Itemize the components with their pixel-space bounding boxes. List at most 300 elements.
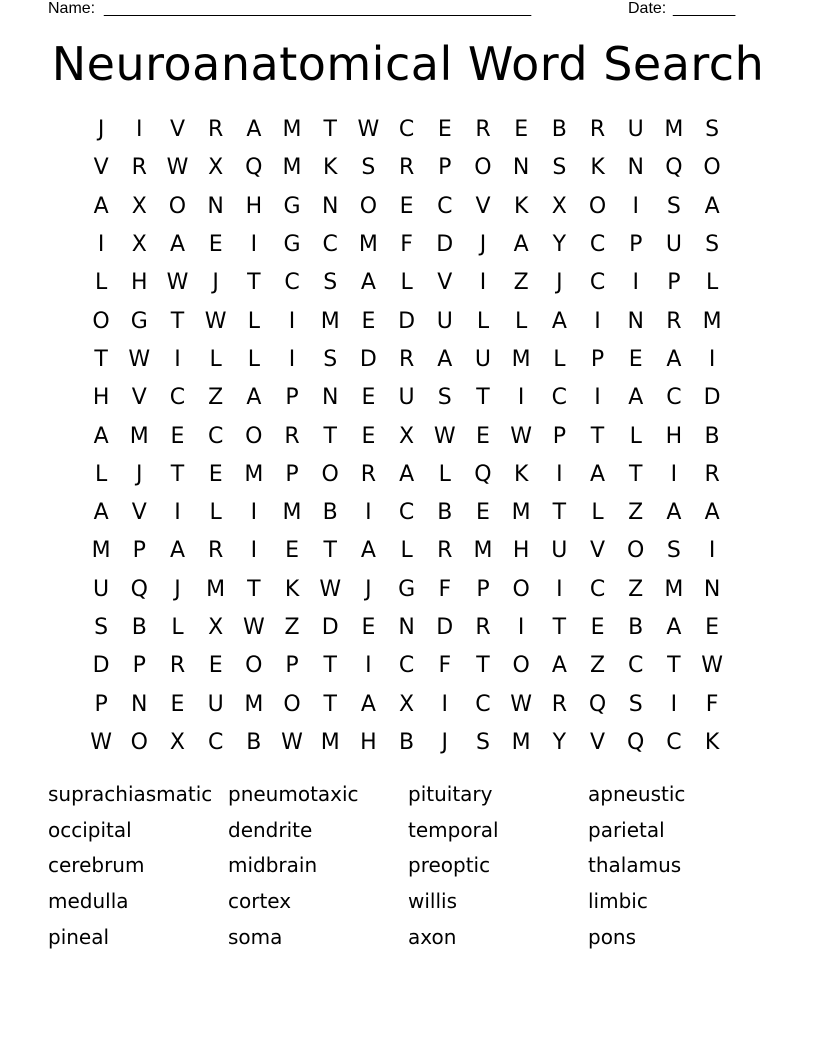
- grid-letter: T: [552, 500, 567, 526]
- grid-letter: V: [93, 155, 109, 181]
- grid-letter: S: [323, 346, 338, 372]
- grid-letter: Z: [628, 576, 644, 602]
- grid-letter: I: [365, 500, 372, 526]
- word-list-item: midbrain: [228, 853, 318, 878]
- grid-letter: I: [708, 538, 716, 564]
- grid-letter: N: [627, 308, 644, 334]
- word-list-item: limbic: [588, 889, 648, 914]
- grid-letter: L: [209, 346, 222, 372]
- word-list-item: pineal: [48, 924, 110, 949]
- grid-letter: M: [511, 346, 531, 372]
- grid-letter: A: [551, 653, 567, 679]
- grid-letter: T: [552, 615, 567, 640]
- grid-letter: G: [283, 193, 301, 219]
- grid-letter: L: [438, 461, 451, 487]
- grid-letter: K: [704, 729, 720, 755]
- grid-letter: A: [437, 346, 453, 372]
- grid-letter: D: [359, 346, 377, 372]
- grid-letter: M: [664, 576, 684, 602]
- grid-letter: B: [399, 729, 415, 755]
- grid-row: [82, 532, 732, 570]
- grid-letter: E: [590, 615, 605, 640]
- grid-letter: Q: [130, 576, 148, 602]
- word-list-item: medulla: [48, 889, 129, 914]
- grid-letter: Z: [284, 615, 300, 640]
- grid-letter: A: [360, 270, 376, 296]
- grid-letter: X: [399, 423, 415, 449]
- grid-letter: E: [170, 691, 185, 717]
- grid-letter: M: [282, 117, 302, 143]
- grid-letter: R: [551, 691, 567, 717]
- grid-letter: A: [246, 385, 262, 411]
- grid-letter: O: [92, 308, 110, 334]
- grid-letter: O: [283, 691, 301, 717]
- grid-letter: A: [551, 308, 567, 334]
- grid-letter: C: [437, 193, 453, 219]
- grid-letter: L: [515, 308, 528, 334]
- grid-letter: B: [131, 615, 147, 640]
- grid-row: [82, 647, 732, 685]
- grid-letter: O: [703, 155, 721, 181]
- grid-letter: M: [320, 308, 340, 334]
- grid-letter: T: [476, 653, 490, 679]
- grid-letter: C: [666, 729, 682, 755]
- grid-letter: Q: [627, 729, 645, 755]
- grid-letter: R: [589, 117, 606, 143]
- grid-letter: P: [629, 232, 643, 258]
- grid-letter: P: [438, 155, 452, 181]
- grid-letter: W: [166, 155, 189, 181]
- grid-letter: X: [208, 615, 224, 640]
- grid-letter: D: [92, 653, 110, 679]
- word-list-item: suprachiasmatic: [48, 782, 213, 806]
- grid-letter: O: [321, 461, 339, 487]
- grid-letter: F: [400, 232, 413, 258]
- grid-letter: M: [358, 232, 378, 258]
- grid-letter: I: [556, 576, 563, 602]
- grid-letter: W: [242, 615, 265, 640]
- grid-letter: D: [398, 308, 416, 334]
- grid-letter: T: [247, 270, 261, 296]
- grid-letter: I: [136, 117, 143, 143]
- grid-letter: S: [437, 385, 452, 411]
- grid-letter: Y: [552, 729, 567, 755]
- word-list-item: soma: [228, 924, 283, 949]
- grid-letter: A: [590, 461, 606, 487]
- grid-letter: D: [321, 615, 339, 640]
- grid-letter: L: [400, 538, 413, 564]
- grid-letter: G: [283, 232, 301, 258]
- grid-letter: A: [666, 615, 682, 640]
- grid-letter: N: [207, 193, 224, 219]
- grid-letter: X: [551, 193, 567, 219]
- grid-letter: L: [247, 346, 260, 372]
- grid-letter: U: [93, 576, 110, 602]
- grid-letter: E: [705, 615, 720, 640]
- grid-letter: W: [204, 308, 227, 334]
- grid-letter: P: [667, 270, 681, 296]
- grid-letter: T: [170, 461, 185, 487]
- grid-letter: C: [207, 729, 224, 755]
- grid-letter: A: [93, 500, 109, 526]
- grid-row: [82, 188, 732, 226]
- grid-letter: S: [552, 155, 567, 181]
- grid-letter: A: [399, 461, 415, 487]
- grid-letter: W: [510, 691, 533, 717]
- grid-letter: I: [556, 461, 563, 487]
- grid-letter: M: [244, 461, 264, 487]
- grid-letter: S: [705, 232, 720, 258]
- grid-letter: O: [512, 653, 530, 679]
- grid-letter: P: [132, 538, 146, 564]
- word-list-item: pons: [588, 924, 637, 949]
- grid-letter: N: [627, 155, 644, 181]
- grid-letter: M: [320, 729, 340, 755]
- grid-letter: I: [479, 270, 487, 296]
- grid-letter: R: [475, 615, 491, 640]
- word-list-item: willis: [408, 889, 458, 914]
- grid-letter: D: [436, 232, 454, 258]
- grid-letter: V: [590, 538, 606, 564]
- letter-grid: [82, 111, 732, 762]
- grid-letter: A: [169, 232, 185, 258]
- grid-letter: I: [670, 691, 678, 717]
- grid-letter: W: [281, 729, 303, 755]
- grid-letter: P: [552, 423, 566, 449]
- grid-letter: N: [321, 385, 339, 411]
- grid-letter: M: [244, 691, 264, 717]
- grid-letter: L: [94, 270, 108, 296]
- grid-letter: W: [166, 270, 189, 296]
- grid-letter: V: [437, 270, 453, 296]
- grid-letter: C: [589, 576, 606, 602]
- grid-letter: V: [590, 729, 606, 755]
- grid-letter: E: [208, 653, 223, 679]
- grid-letter: K: [513, 461, 529, 487]
- grid-letter: U: [551, 538, 568, 564]
- grid-letter: M: [282, 500, 302, 526]
- grid-letter: L: [629, 423, 642, 449]
- grid-letter: I: [632, 270, 639, 296]
- grid-row: [82, 724, 732, 762]
- grid-letter: I: [97, 232, 105, 258]
- grid-letter: B: [551, 117, 567, 143]
- grid-row: [82, 341, 732, 379]
- grid-letter: X: [208, 155, 224, 181]
- grid-letter: H: [360, 729, 377, 755]
- grid-letter: T: [667, 653, 681, 679]
- grid-letter: E: [476, 423, 490, 449]
- grid-letter: L: [171, 615, 184, 640]
- grid-letter: I: [288, 346, 296, 372]
- grid-letter: A: [666, 346, 682, 372]
- grid-letter: E: [437, 117, 452, 143]
- grid-letter: T: [628, 461, 643, 487]
- grid-letter: K: [513, 193, 529, 219]
- grid-letter: V: [131, 500, 147, 526]
- name-label: Name:: [48, 0, 96, 17]
- grid-letter: O: [245, 653, 263, 679]
- grid-letter: O: [627, 538, 645, 564]
- grid-letter: S: [705, 117, 720, 143]
- grid-letter: L: [553, 346, 566, 372]
- grid-letter: M: [91, 538, 111, 564]
- grid-letter: R: [169, 653, 186, 679]
- grid-letter: H: [245, 193, 263, 219]
- grid-letter: L: [94, 461, 108, 487]
- grid-letter: A: [360, 538, 376, 564]
- grid-letter: X: [131, 193, 147, 219]
- grid-letter: P: [590, 346, 605, 372]
- grid-letter: C: [475, 691, 491, 717]
- grid-letter: I: [517, 615, 525, 640]
- word-list-item: preoptic: [408, 853, 491, 878]
- grid-letter: G: [398, 576, 416, 602]
- grid-letter: F: [438, 576, 452, 602]
- grid-letter: R: [208, 538, 224, 564]
- word-list: [48, 776, 768, 954]
- page-title: Neuroanatomical Word Search: [51, 37, 765, 91]
- grid-letter: I: [517, 385, 525, 411]
- grid-letter: T: [476, 385, 490, 411]
- grid-letter: C: [628, 653, 644, 679]
- grid-row: [82, 609, 732, 647]
- grid-letter: B: [322, 500, 338, 526]
- grid-letter: G: [130, 308, 148, 334]
- grid-letter: C: [666, 385, 682, 411]
- grid-letter: I: [632, 193, 639, 219]
- grid-letter: Q: [588, 691, 607, 717]
- grid-letter: T: [323, 691, 337, 717]
- grid-letter: F: [705, 691, 719, 717]
- grid-letter: T: [590, 423, 605, 449]
- grid-letter: E: [361, 308, 376, 334]
- grid-letter: Z: [628, 500, 644, 526]
- grid-letter: S: [628, 691, 643, 717]
- grid-letter: J: [479, 232, 487, 258]
- grid-letter: T: [170, 308, 185, 334]
- grid-letter: O: [474, 155, 492, 181]
- grid-letter: R: [437, 538, 453, 564]
- word-list-item: cortex: [228, 889, 292, 914]
- grid-letter: U: [627, 117, 644, 143]
- grid-letter: U: [398, 385, 415, 411]
- grid-letter: R: [131, 155, 147, 181]
- grid-letter: R: [208, 117, 224, 143]
- grid-letter: J: [136, 461, 143, 487]
- grid-row: [82, 302, 732, 340]
- grid-letter: C: [589, 232, 606, 258]
- word-list-item: cerebrum: [48, 853, 145, 878]
- grid-letter: B: [704, 423, 720, 449]
- grid-row: [82, 685, 732, 723]
- grid-letter: L: [476, 308, 490, 334]
- word-list-item: pneumotaxic: [228, 782, 359, 806]
- grid-letter: P: [94, 691, 108, 717]
- grid-letter: E: [170, 423, 185, 449]
- grid-letter: M: [664, 117, 684, 143]
- grid-letter: A: [169, 538, 185, 564]
- grid-letter: U: [207, 691, 224, 717]
- grid-letter: T: [323, 423, 337, 449]
- grid-letter: E: [361, 385, 376, 411]
- grid-letter: R: [398, 346, 415, 372]
- grid-letter: I: [174, 346, 181, 372]
- grid-letter: T: [323, 538, 337, 564]
- grid-row: [82, 111, 732, 149]
- grid-letter: A: [666, 500, 682, 526]
- grid-letter: N: [321, 193, 339, 219]
- date-label: Date:: [628, 0, 667, 17]
- grid-letter: X: [399, 691, 415, 717]
- grid-letter: A: [704, 193, 720, 219]
- word-list-item: thalamus: [588, 853, 682, 878]
- grid-letter: I: [441, 691, 449, 717]
- grid-letter: M: [206, 576, 226, 602]
- grid-letter: W: [510, 423, 533, 449]
- grid-letter: M: [473, 538, 493, 564]
- grid-letter: N: [398, 615, 415, 640]
- grid-letter: T: [247, 576, 261, 602]
- grid-letter: N: [703, 576, 721, 602]
- grid-letter: E: [285, 538, 299, 564]
- grid-letter: R: [284, 423, 300, 449]
- grid-letter: E: [361, 423, 376, 449]
- word-list-item: parietal: [588, 817, 665, 842]
- grid-letter: U: [436, 308, 453, 334]
- grid-letter: J: [365, 576, 372, 602]
- grid-letter: Q: [665, 155, 683, 181]
- grid-letter: A: [93, 423, 109, 449]
- grid-letter: M: [282, 155, 302, 181]
- grid-letter: R: [704, 461, 720, 487]
- grid-letter: D: [436, 615, 454, 640]
- grid-row: [82, 417, 732, 455]
- grid-letter: B: [628, 615, 644, 640]
- grid-letter: C: [398, 653, 415, 679]
- grid-letter: S: [666, 193, 681, 219]
- word-list-item: pituitary: [408, 782, 493, 806]
- word-list-item: occipital: [48, 817, 132, 842]
- grid-letter: E: [476, 500, 490, 526]
- grid-letter: W: [357, 117, 380, 143]
- grid-row: [82, 494, 732, 532]
- grid-letter: J: [556, 270, 563, 296]
- word-list-item: temporal: [408, 817, 499, 842]
- grid-letter: D: [703, 385, 721, 411]
- grid-letter: K: [284, 576, 300, 602]
- grid-letter: A: [704, 500, 720, 526]
- grid-letter: Z: [513, 270, 529, 296]
- grid-letter: P: [285, 461, 299, 487]
- grid-letter: O: [512, 576, 530, 602]
- grid-letter: L: [705, 270, 719, 296]
- grid-letter: C: [589, 270, 606, 296]
- grid-letter: U: [474, 346, 492, 372]
- date-field-line: _______: [673, 0, 736, 17]
- grid-letter: Z: [208, 385, 224, 411]
- grid-letter: P: [132, 653, 146, 679]
- grid-letter: R: [398, 155, 415, 181]
- grid-letter: C: [398, 500, 415, 526]
- grid-row: [82, 264, 732, 302]
- grid-letter: Q: [474, 461, 492, 487]
- grid-letter: N: [512, 155, 530, 181]
- word-list-item: apneustic: [588, 782, 686, 806]
- grid-letter: M: [702, 308, 722, 334]
- grid-row: [82, 379, 732, 417]
- grid-letter: O: [130, 729, 148, 755]
- name-field-line: ________________________________________________: [104, 0, 532, 17]
- grid-letter: E: [208, 232, 223, 258]
- grid-letter: T: [323, 117, 337, 143]
- grid-letter: O: [168, 193, 187, 219]
- grid-letter: E: [399, 193, 414, 219]
- grid-letter: O: [588, 193, 607, 219]
- grid-letter: U: [665, 232, 682, 258]
- grid-letter: H: [92, 385, 110, 411]
- grid-letter: W: [319, 576, 342, 602]
- grid-letter: O: [359, 193, 378, 219]
- grid-letter: K: [590, 155, 605, 181]
- grid-letter: Z: [589, 653, 606, 679]
- grid-letter: E: [514, 117, 529, 143]
- grid-letter: N: [131, 691, 148, 717]
- grid-letter: C: [322, 232, 338, 258]
- grid-letter: P: [476, 576, 490, 602]
- grid-letter: O: [245, 423, 263, 449]
- grid-row: [82, 226, 732, 264]
- grid-letter: I: [708, 346, 716, 372]
- grid-letter: W: [701, 653, 723, 679]
- grid-letter: L: [247, 308, 260, 334]
- grid-letter: I: [288, 308, 296, 334]
- grid-letter: V: [131, 385, 147, 411]
- grid-letter: S: [361, 155, 376, 181]
- grid-letter: T: [94, 346, 108, 372]
- grid-row: [82, 571, 732, 609]
- grid-letter: A: [360, 691, 376, 717]
- grid-row: [82, 149, 732, 187]
- grid-letter: J: [212, 270, 219, 296]
- grid-letter: V: [475, 193, 491, 219]
- grid-letter: I: [250, 500, 258, 526]
- grid-letter: J: [174, 576, 181, 602]
- grid-letter: A: [246, 117, 262, 143]
- header-line: [48, 0, 748, 20]
- grid-letter: K: [323, 155, 338, 181]
- grid-letter: R: [360, 461, 377, 487]
- grid-letter: Q: [245, 155, 263, 181]
- grid-letter: L: [209, 500, 222, 526]
- grid-letter: C: [551, 385, 568, 411]
- grid-letter: S: [323, 270, 338, 296]
- grid-letter: I: [670, 461, 678, 487]
- grid-letter: S: [475, 729, 490, 755]
- grid-letter: I: [250, 232, 258, 258]
- grid-letter: J: [441, 729, 449, 755]
- grid-letter: M: [511, 729, 531, 755]
- word-list-item: axon: [408, 924, 457, 949]
- grid-letter: Y: [552, 232, 567, 258]
- grid-letter: F: [438, 653, 452, 679]
- grid-letter: M: [511, 500, 531, 526]
- grid-letter: L: [400, 270, 413, 296]
- grid-letter: B: [246, 729, 262, 755]
- grid-letter: A: [513, 232, 529, 258]
- grid-letter: T: [323, 653, 337, 679]
- grid-row: [82, 456, 732, 494]
